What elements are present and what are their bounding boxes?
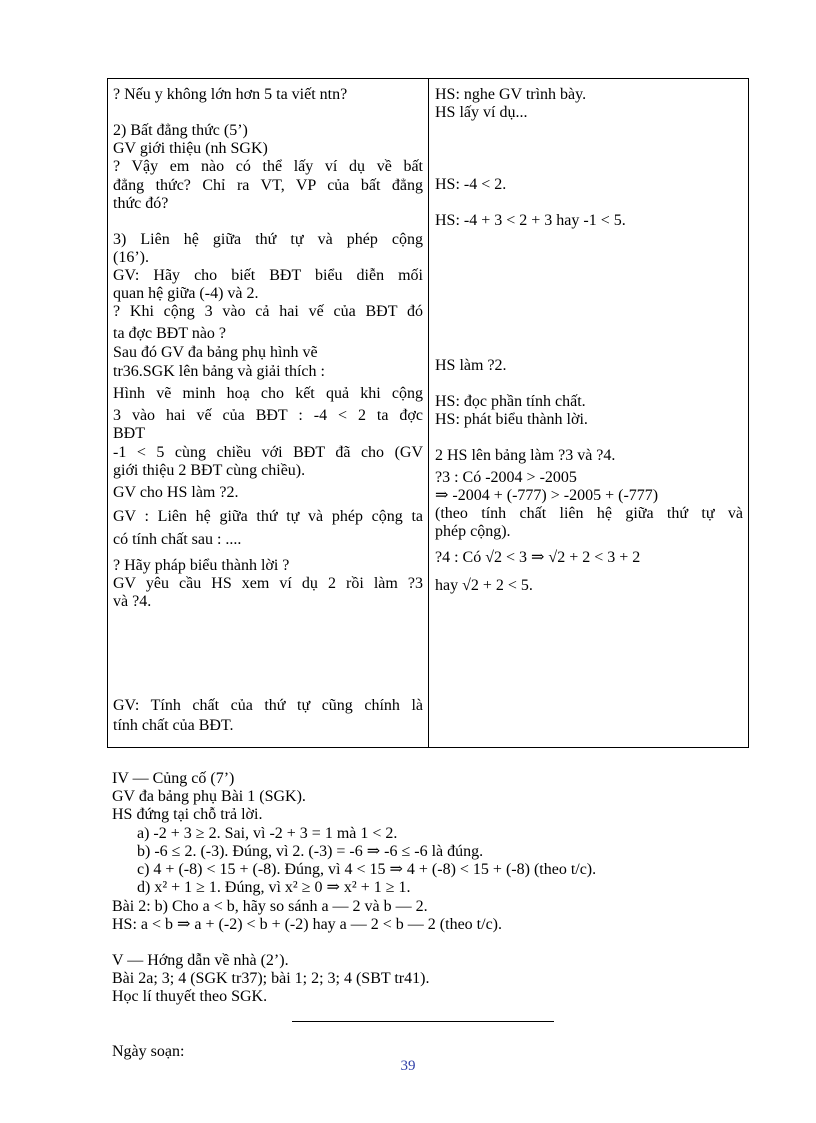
text-line: ?3 : Có -2004 > -2005 bbox=[435, 469, 577, 486]
text-line: GV cho HS làm ?2. bbox=[113, 484, 239, 501]
text-line: Bài 2: b) Cho a < b, hãy so sánh a — 2 và b — 2. bbox=[112, 898, 428, 915]
section-heading: V — Hớng dẫn về nhà (2’). bbox=[112, 952, 289, 969]
text-line: quan hệ giữa (-4) và 2. bbox=[113, 285, 259, 302]
column-divider bbox=[428, 79, 429, 747]
text-line: thức đó? bbox=[113, 195, 169, 212]
text-line: ⇒ -2004 + (-777) > -2005 + (-777) bbox=[435, 487, 659, 504]
text-line: HS: đọc phần tính chất. bbox=[435, 393, 586, 410]
text-line: giới thiệu 2 BĐT cùng chiều). bbox=[113, 462, 306, 479]
text-line: 3 vào hai vế của BĐT : -4 < 2 ta đợc bbox=[113, 407, 423, 424]
text-line: Bài 2a; 3; 4 (SGK tr37); bài 1; 2; 3; 4 (SBT tr41). bbox=[112, 970, 430, 987]
list-item: b) -6 ≤ 2. (-3). Đúng, vì 2. (-3) = -6 ⇒ -6 ≤ -6 là đúng. bbox=[137, 843, 484, 860]
text-line: 2 HS lên bảng làm ?3 và ?4. bbox=[435, 447, 616, 464]
divider-line bbox=[292, 1021, 554, 1022]
text-line: GV yêu cầu HS xem ví dụ 2 rồi làm ?3 bbox=[113, 575, 423, 592]
text-line: ? Khi cộng 3 vào cả hai vế của BĐT đó bbox=[113, 303, 423, 320]
list-item: c) 4 + (-8) < 15 + (-8). Đúng, vì 4 < 15 ⇒ 4 + (-8) < 15 + (-8) (theo t/c). bbox=[137, 861, 597, 878]
section-heading: IV — Củng cố (7’) bbox=[112, 770, 235, 787]
text-line: và ?4. bbox=[113, 593, 152, 610]
list-item: d) x² + 1 ≥ 1. Đúng, vì x² ≥ 0 ⇒ x² + 1 ≥ 1. bbox=[137, 879, 411, 896]
date-label: Ngày soạn: bbox=[112, 1043, 185, 1060]
text-line: Sau đó GV đa bảng phụ hình vẽ bbox=[113, 344, 318, 361]
text-line: BĐT bbox=[113, 425, 145, 442]
text-line: ? Nếu y không lớn hơn 5 ta viết ntn? bbox=[113, 86, 348, 103]
text-line: GV: Hãy cho biết BĐT biểu diễn mối bbox=[113, 267, 423, 284]
text-line: HS lấy ví dụ... bbox=[435, 104, 528, 121]
text-line: tr36.SGK lên bảng và giải thích : bbox=[113, 363, 325, 380]
text-line: HS: -4 + 3 < 2 + 3 hay -1 < 5. bbox=[435, 212, 626, 229]
text-line: 2) Bất đẳng thức (5’) bbox=[113, 122, 248, 139]
text-line: HS: nghe GV trình bày. bbox=[435, 86, 587, 103]
lesson-table bbox=[107, 78, 749, 748]
text-line: ? Vậy em nào có thể lấy ví dụ về bất bbox=[113, 158, 423, 175]
text-line: hay √2 + 2 < 5. bbox=[435, 577, 533, 594]
text-line: ? Hãy pháp biểu thành lời ? bbox=[113, 557, 290, 574]
text-line: GV giới thiệu (nh SGK) bbox=[113, 140, 268, 157]
list-item: a) -2 + 3 ≥ 2. Sai, vì -2 + 3 = 1 mà 1 < 2. bbox=[137, 825, 398, 842]
text-line: có tính chất sau : .... bbox=[113, 531, 242, 548]
text-line: (theo tính chất liên hệ giữa thứ tự và bbox=[435, 505, 743, 522]
text-line: đẳng thức? Chỉ ra VT, VP của bất đẳng bbox=[113, 177, 423, 194]
text-line: Học lí thuyết theo SGK. bbox=[112, 988, 268, 1005]
text-line: HS: phát biểu thành lời. bbox=[435, 411, 588, 428]
text-line: ?4 : Có √2 < 3 ⇒ √2 + 2 < 3 + 2 bbox=[435, 549, 641, 566]
text-line: GV : Liên hệ giữa thứ tự và phép cộng ta bbox=[113, 508, 423, 525]
text-line: HS: a < b ⇒ a + (-2) < b + (-2) hay a — 2 < b — 2 (theo t/c). bbox=[112, 916, 502, 933]
text-line: phép cộng). bbox=[435, 523, 511, 540]
text-line: -1 < 5 cùng chiều với BĐT đã cho (GV bbox=[113, 444, 423, 461]
text-line: GV: Tính chất của thứ tự cũng chính là bbox=[113, 697, 423, 714]
text-line: tính chất của BĐT. bbox=[113, 717, 234, 734]
text-line: 3) Liên hệ giữa thứ tự và phép cộng bbox=[113, 231, 423, 248]
text-line: HS: -4 < 2. bbox=[435, 176, 507, 193]
text-line: GV đa bảng phụ Bài 1 (SGK). bbox=[112, 788, 306, 805]
text-line: Hình vẽ minh hoạ cho kết quả khi cộng bbox=[113, 385, 423, 402]
text-line: ta đợc BĐT nào ? bbox=[113, 325, 227, 342]
text-line: HS làm ?2. bbox=[435, 357, 507, 374]
page-number: 39 bbox=[400, 1058, 416, 1074]
text-line: (16’). bbox=[113, 249, 149, 266]
text-line: HS đứng tại chỗ trả lời. bbox=[112, 806, 263, 823]
